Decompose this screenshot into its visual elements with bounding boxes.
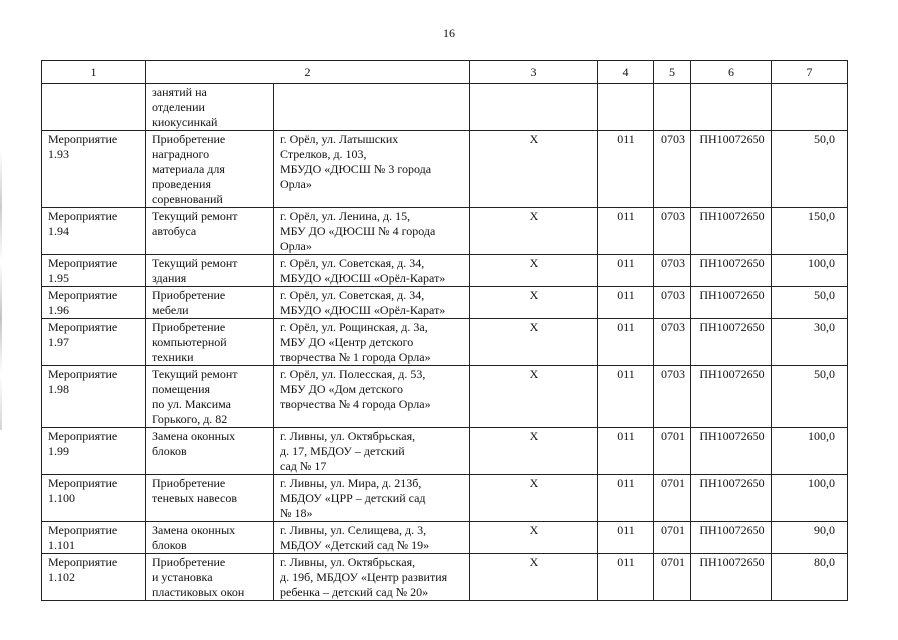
target-code-cell: ПН10072650 xyxy=(691,287,772,319)
activity-name-cell-line: проведения xyxy=(152,177,211,191)
activity-number-cell-line: 1.93 xyxy=(48,147,69,161)
activity-number-cell-line: 1.94 xyxy=(48,224,69,238)
activity-name-cell-line: Замена оконных xyxy=(152,523,236,537)
address-cell xyxy=(274,255,470,287)
amount-cell: 100,0 xyxy=(772,428,848,475)
activity-name-cell-line: Текущий ремонт xyxy=(152,367,238,381)
activity-number-cell-line: 1.100 xyxy=(48,491,75,505)
code-cell xyxy=(598,84,654,131)
address-cell-line: МБУДО «ДЮСШ № 3 города xyxy=(280,162,432,176)
address-cell-line: МБУ ДО «Центр детского xyxy=(280,335,414,349)
activity-name-cell xyxy=(146,428,274,475)
header-cell-2: 2 xyxy=(146,61,470,84)
address-cell-line: МБДОУ «Детский сад № 19» xyxy=(280,538,430,552)
activity-name-cell xyxy=(146,255,274,287)
target-code-cell: ПН10072650 xyxy=(691,208,772,255)
mark-cell: Х xyxy=(470,131,598,208)
scan-edge-artifact xyxy=(0,150,2,430)
table-body xyxy=(42,61,848,601)
activity-name-cell xyxy=(146,208,274,255)
table-row xyxy=(42,554,848,601)
activity-name-cell-line: наградного xyxy=(152,147,210,161)
address-cell xyxy=(274,131,470,208)
mark-cell: Х xyxy=(470,475,598,522)
table-row xyxy=(42,287,848,319)
activity-number-cell-line: 1.102 xyxy=(48,570,75,584)
amount-cell: 50,0 xyxy=(772,366,848,428)
address-cell xyxy=(274,475,470,522)
activity-name-cell-line: по ул. Максима xyxy=(152,397,231,411)
section-code-cell: 0703 xyxy=(654,319,691,366)
funding-table xyxy=(41,60,848,601)
table-row xyxy=(42,475,848,522)
table-row xyxy=(42,522,848,554)
section-code-cell: 0703 xyxy=(654,366,691,428)
code-cell: 011 xyxy=(598,428,654,475)
address-cell xyxy=(274,428,470,475)
address-cell-line: д. 19б, МБДОУ «Центр развития xyxy=(280,570,448,584)
table-header-row xyxy=(42,61,848,84)
activity-number-cell-line: 1.95 xyxy=(48,271,69,285)
mark-cell: Х xyxy=(470,319,598,366)
activity-number-cell-line: Мероприятие xyxy=(48,523,118,537)
activity-name-cell xyxy=(146,554,274,601)
activity-name-cell-line: Приобретение xyxy=(152,476,226,490)
activity-name-cell-line: Приобретение xyxy=(152,320,226,334)
activity-number-cell-line: Мероприятие xyxy=(48,132,118,146)
address-cell xyxy=(274,319,470,366)
address-cell-line: г. Орёл, ул. Латышских xyxy=(280,132,399,146)
code-cell: 011 xyxy=(598,208,654,255)
section-code-cell: 0701 xyxy=(654,554,691,601)
section-code-cell: 0703 xyxy=(654,255,691,287)
activity-name-cell-line: теневых навесов xyxy=(152,491,238,505)
mark-cell xyxy=(470,84,598,131)
address-cell-line: г. Орёл, ул. Рощинская, д. 3а, xyxy=(280,320,428,334)
activity-number-cell xyxy=(42,255,146,287)
target-code-cell: ПН10072650 xyxy=(691,366,772,428)
table-row xyxy=(42,428,848,475)
address-cell xyxy=(274,522,470,554)
mark-cell: Х xyxy=(470,554,598,601)
target-code-cell: ПН10072650 xyxy=(691,475,772,522)
activity-name-cell xyxy=(146,366,274,428)
address-cell xyxy=(274,84,470,131)
code-cell: 011 xyxy=(598,522,654,554)
activity-number-cell-line: 1.99 xyxy=(48,444,69,458)
activity-name-cell-line: киокусинкай xyxy=(152,115,218,129)
activity-number-cell-line: 1.98 xyxy=(48,382,69,396)
address-cell-line: № 18» xyxy=(280,506,313,520)
activity-name-cell-line: Приобретение xyxy=(152,555,226,569)
activity-number-cell xyxy=(42,366,146,428)
activity-name-cell-line: и установка xyxy=(152,570,213,584)
section-code-cell: 0701 xyxy=(654,475,691,522)
amount-cell: 100,0 xyxy=(772,475,848,522)
activity-number-cell xyxy=(42,208,146,255)
code-cell: 011 xyxy=(598,554,654,601)
address-cell xyxy=(274,366,470,428)
mark-cell: Х xyxy=(470,366,598,428)
target-code-cell: ПН10072650 xyxy=(691,255,772,287)
activity-name-cell-line: соревнований xyxy=(152,192,223,206)
address-cell-line: г. Орёл, ул. Советская, д. 34, xyxy=(280,288,425,302)
activity-number-cell-line: 1.101 xyxy=(48,538,75,552)
section-code-cell: 0703 xyxy=(654,287,691,319)
activity-name-cell-line: блоков xyxy=(152,538,187,552)
activity-name-cell xyxy=(146,84,274,131)
section-code-cell: 0703 xyxy=(654,131,691,208)
address-cell-line: г. Орёл, ул. Советская, д. 34, xyxy=(280,256,425,270)
section-code-cell: 0703 xyxy=(654,208,691,255)
address-cell-line: сад № 17 xyxy=(280,459,327,473)
activity-name-cell-line: блоков xyxy=(152,444,187,458)
activity-name-cell-line: пластиковых окон xyxy=(152,585,245,599)
code-cell: 011 xyxy=(598,366,654,428)
activity-name-cell-line: автобуса xyxy=(152,224,197,238)
address-cell-line: д. 17, МБДОУ – детский xyxy=(280,444,405,458)
activity-name-cell-line: помещения xyxy=(152,382,211,396)
activity-name-cell-line: материала для xyxy=(152,162,225,176)
mark-cell: Х xyxy=(470,208,598,255)
activity-name-cell-line: Приобретение xyxy=(152,132,226,146)
activity-number-cell-line: 1.97 xyxy=(48,335,69,349)
address-cell-line: творчества № 4 города Орла» xyxy=(280,397,431,411)
activity-number-cell-line: Мероприятие xyxy=(48,555,118,569)
header-cell-4: 4 xyxy=(598,61,654,84)
activity-number-cell xyxy=(42,84,146,131)
address-cell-line: Стрелков, д. 103, xyxy=(280,147,367,161)
activity-number-cell xyxy=(42,475,146,522)
activity-name-cell-line: Горького, д. 82 xyxy=(152,412,228,426)
table-row xyxy=(42,84,848,131)
code-cell: 011 xyxy=(598,255,654,287)
mark-cell: Х xyxy=(470,428,598,475)
code-cell: 011 xyxy=(598,287,654,319)
address-cell-line: г. Ливны, ул. Селищева, д. 3, xyxy=(280,523,427,537)
activity-number-cell xyxy=(42,428,146,475)
mark-cell: Х xyxy=(470,522,598,554)
activity-name-cell-line: Текущий ремонт xyxy=(152,209,238,223)
activity-name-cell-line: компьютерной xyxy=(152,335,227,349)
table-row xyxy=(42,255,848,287)
target-code-cell: ПН10072650 xyxy=(691,131,772,208)
table-row xyxy=(42,319,848,366)
activity-number-cell xyxy=(42,131,146,208)
activity-number-cell-line: Мероприятие xyxy=(48,288,118,302)
address-cell-line: ребенка – детский сад № 20» xyxy=(280,585,429,599)
amount-cell: 80,0 xyxy=(772,554,848,601)
activity-number-cell xyxy=(42,287,146,319)
address-cell-line: Орла» xyxy=(280,177,312,191)
activity-name-cell xyxy=(146,319,274,366)
header-cell-5: 5 xyxy=(654,61,691,84)
activity-name-cell-line: Замена оконных xyxy=(152,429,236,443)
amount-cell: 30,0 xyxy=(772,319,848,366)
address-cell-line: МБУДО «ДЮСШ «Орёл-Карат» xyxy=(280,303,446,317)
activity-name-cell-line: отделении xyxy=(152,100,205,114)
section-code-cell: 0701 xyxy=(654,428,691,475)
activity-name-cell xyxy=(146,522,274,554)
amount-cell: 150,0 xyxy=(772,208,848,255)
activity-name-cell xyxy=(146,475,274,522)
address-cell-line: г. Ливны, ул. Октябрьская, xyxy=(280,429,416,443)
activity-name-cell xyxy=(146,131,274,208)
address-cell-line: МБДОУ «ЦРР – детский сад xyxy=(280,491,426,505)
section-code-cell: 0701 xyxy=(654,522,691,554)
activity-number-cell-line: Мероприятие xyxy=(48,476,118,490)
target-code-cell: ПН10072650 xyxy=(691,554,772,601)
activity-number-cell-line: Мероприятие xyxy=(48,256,118,270)
page-number: 16 xyxy=(443,26,455,40)
code-cell: 011 xyxy=(598,131,654,208)
activity-number-cell-line: Мероприятие xyxy=(48,320,118,334)
address-cell-line: г. Ливны, ул. Октябрьская, xyxy=(280,555,416,569)
header-cell-1: 1 xyxy=(42,61,146,84)
amount-cell: 90,0 xyxy=(772,522,848,554)
section-code-cell xyxy=(654,84,691,131)
table-row xyxy=(42,208,848,255)
code-cell: 011 xyxy=(598,319,654,366)
target-code-cell: ПН10072650 xyxy=(691,319,772,366)
activity-number-cell-line: 1.96 xyxy=(48,303,69,317)
activity-number-cell-line: Мероприятие xyxy=(48,209,118,223)
target-code-cell xyxy=(691,84,772,131)
address-cell-line: МБУДО «ДЮСШ «Орёл-Карат» xyxy=(280,271,446,285)
activity-name-cell-line: мебели xyxy=(152,303,189,317)
address-cell xyxy=(274,208,470,255)
activity-name-cell-line: Текущий ремонт xyxy=(152,256,238,270)
target-code-cell: ПН10072650 xyxy=(691,522,772,554)
header-cell-3: 3 xyxy=(470,61,598,84)
table-row xyxy=(42,366,848,428)
activity-number-cell xyxy=(42,522,146,554)
activity-name-cell-line: Приобретение xyxy=(152,288,226,302)
address-cell xyxy=(274,554,470,601)
activity-name-cell-line: занятий на xyxy=(152,85,207,99)
code-cell: 011 xyxy=(598,475,654,522)
activity-name-cell-line: здания xyxy=(152,271,187,285)
activity-number-cell xyxy=(42,319,146,366)
target-code-cell: ПН10072650 xyxy=(691,428,772,475)
address-cell-line: г. Ливны, ул. Мира, д. 213б, xyxy=(280,476,422,490)
activity-number-cell-line: Мероприятие xyxy=(48,429,118,443)
activity-number-cell-line: Мероприятие xyxy=(48,367,118,381)
table-row xyxy=(42,131,848,208)
amount-cell: 50,0 xyxy=(772,131,848,208)
activity-name-cell xyxy=(146,287,274,319)
amount-cell: 50,0 xyxy=(772,287,848,319)
address-cell-line: творчества № 1 города Орла» xyxy=(280,350,431,364)
amount-cell: 100,0 xyxy=(772,255,848,287)
header-cell-7: 7 xyxy=(772,61,848,84)
mark-cell: Х xyxy=(470,255,598,287)
header-cell-6: 6 xyxy=(691,61,772,84)
amount-cell xyxy=(772,84,848,131)
address-cell-line: МБУ ДО «ДЮСШ № 4 города xyxy=(280,224,436,238)
address-cell-line: г. Орёл, ул. Полесская, д. 53, xyxy=(280,367,426,381)
address-cell-line: МБУ ДО «Дом детского xyxy=(280,382,404,396)
activity-name-cell-line: техники xyxy=(152,350,194,364)
address-cell-line: г. Орёл, ул. Ленина, д. 15, xyxy=(280,209,411,223)
mark-cell: Х xyxy=(470,287,598,319)
activity-number-cell xyxy=(42,554,146,601)
address-cell-line: Орла» xyxy=(280,239,312,253)
address-cell xyxy=(274,287,470,319)
